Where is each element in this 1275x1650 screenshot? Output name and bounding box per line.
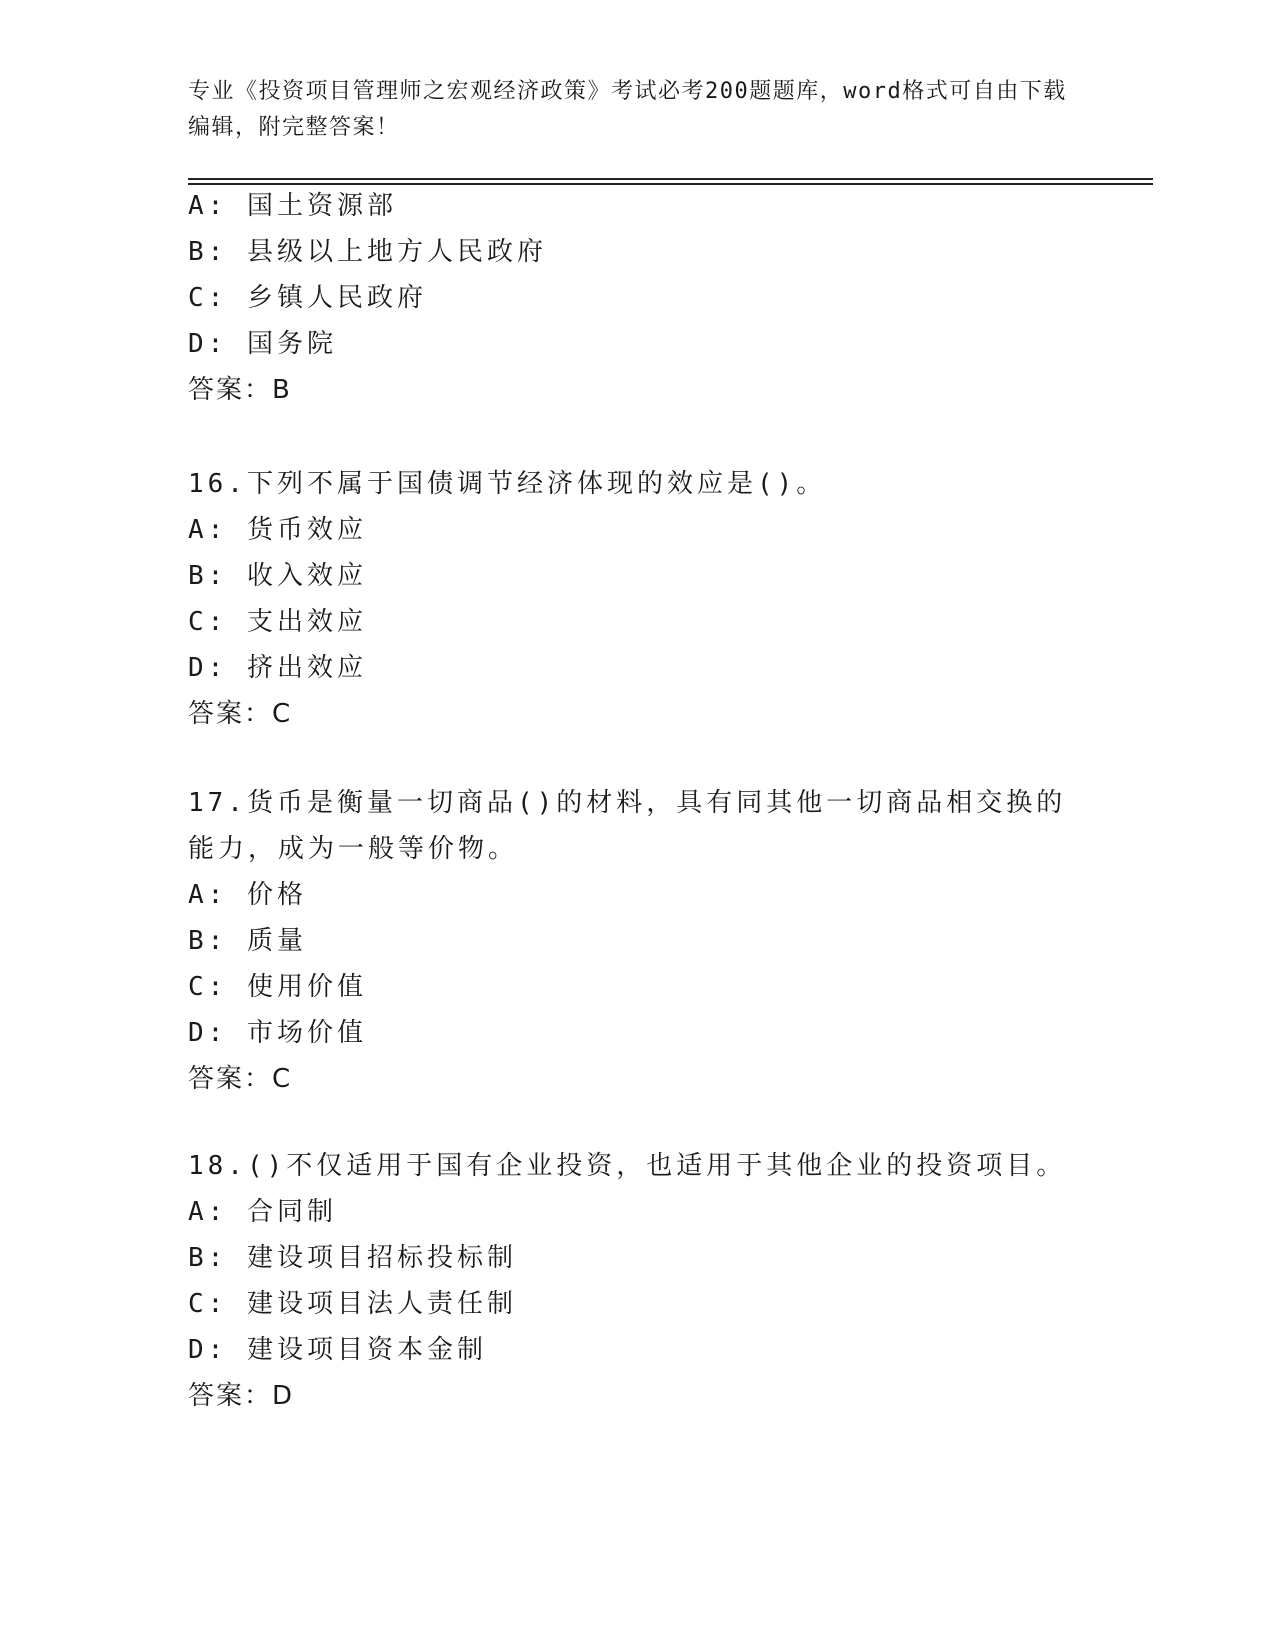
question-stem: 16.下列不属于国债调节经济体现的效应是()。: [188, 469, 827, 499]
option-d: D: 挤出效应: [188, 653, 367, 683]
document-header: 专业《投资项目管理师之宏观经济政策》考试必考200题题库，word格式可自由下载编辑，附完整答案！: [188, 79, 1067, 140]
option-c: C: 乡镇人民政府: [188, 283, 427, 313]
option-b: B: 收入效应: [188, 561, 367, 591]
answer-label: 答案：C: [188, 699, 293, 729]
option-c: C: 建设项目法人责任制: [188, 1289, 517, 1319]
question-stem: 17.货币是衡量一切商品()的材料，具有同其他一切商品相交换的能力，成为一般等价物。: [188, 788, 1067, 864]
answer-label: 答案：C: [188, 1064, 293, 1094]
option-a: A: 国土资源部: [188, 191, 397, 221]
option-c: C: 使用价值: [188, 972, 367, 1002]
option-a: A: 合同制: [188, 1197, 337, 1227]
option-a: A: 价格: [188, 880, 307, 910]
option-d: D: 国务院: [188, 329, 337, 359]
option-b: B: 县级以上地方人民政府: [188, 237, 547, 267]
question-16: [188, 461, 1088, 737]
option-a: A: 货币效应: [188, 515, 367, 545]
option-b: B: 质量: [188, 926, 307, 956]
answer-label: 答案：D: [188, 1381, 295, 1411]
question-stem: 18.()不仅适用于国有企业投资，也适用于其他企业的投资项目。: [188, 1151, 1067, 1181]
option-b: B: 建设项目招标投标制: [188, 1243, 517, 1273]
option-c: C: 支出效应: [188, 607, 367, 637]
header-divider-top: [188, 178, 1153, 180]
option-d: D: 市场价值: [188, 1018, 367, 1048]
option-d: D: 建设项目资本金制: [188, 1335, 487, 1365]
question-17: [188, 780, 1088, 1102]
question-15: [188, 183, 1088, 413]
answer-label: 答案：B: [188, 375, 292, 405]
question-18: [188, 1143, 1088, 1419]
